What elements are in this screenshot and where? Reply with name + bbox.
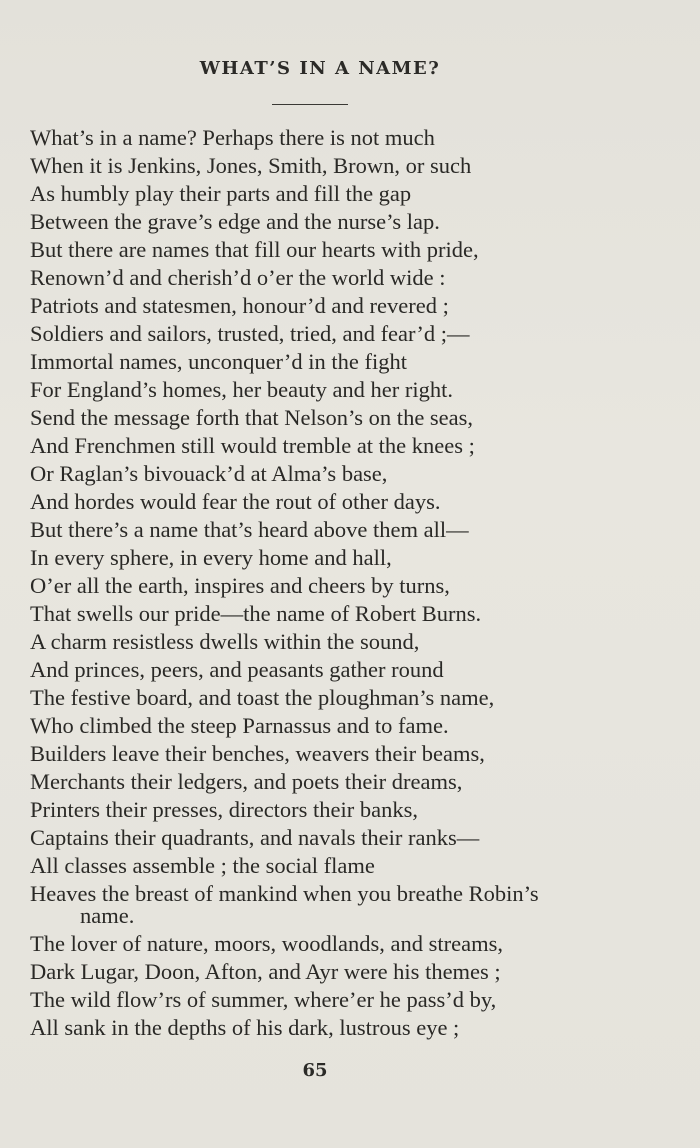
poem-line-27: All classes assemble ; the social flame	[30, 853, 375, 878]
poem-line-30: Dark Lugar, Doon, Afton, and Ayr were his themes ;	[30, 959, 501, 984]
poem-line-9: Immortal names, unconquer’d in the fight	[30, 349, 407, 374]
poem-line-29: The lover of nature, moors, woodlands, and streams,	[30, 931, 504, 956]
poem-line-10: For England’s homes, her beauty and her right.	[30, 377, 454, 402]
poem-title: WHAT’S IN A NAME?	[199, 58, 441, 79]
poem-line-13: Or Raglan’s bivouack’d at Alma’s base,	[30, 461, 388, 486]
poem-line-18: That swells our pride—the name of Robert Burns.	[30, 601, 482, 626]
poem-line-15: But there’s a name that’s heard above them all—	[30, 517, 469, 542]
poem-line-7: Patriots and statesmen, honour’d and revered ;	[30, 293, 449, 318]
poem-line-24: Merchants their ledgers, and poets their dreams,	[30, 769, 463, 794]
page-number: 65	[302, 1060, 328, 1081]
poem-line-17: O’er all the earth, inspires and cheers by turns,	[30, 573, 450, 598]
poem-line-28: Heaves the breast of mankind when you breathe Robin’s	[30, 881, 539, 906]
poem-line-23: Builders leave their benches, weavers their beams,	[30, 741, 485, 766]
poem-line-22: Who climbed the steep Parnassus and to fame.	[30, 713, 449, 738]
poem-line-5: But there are names that fill our hearts with pride,	[30, 237, 479, 262]
poem-line-32: All sank in the depths of his dark, lustrous eye ;	[30, 1015, 460, 1040]
poem-line-4: Between the grave’s edge and the nurse’s lap.	[30, 209, 440, 234]
poem-line-28-continued: name.	[80, 903, 135, 928]
poem-line-8: Soldiers and sailors, trusted, tried, and fear’d ;—	[30, 321, 470, 346]
poem-line-1: What’s in a name? Perhaps there is not much	[30, 125, 435, 150]
poem-line-11: Send the message forth that Nelson’s on the seas,	[30, 405, 474, 430]
poem-line-20: And princes, peers, and peasants gather round	[30, 657, 444, 682]
poem-line-16: In every sphere, in every home and hall,	[30, 545, 392, 570]
poem-line-25: Printers their presses, directors their banks,	[30, 797, 419, 822]
title-rule	[272, 104, 348, 105]
poem-body	[30, 124, 680, 1042]
poem-line-14: And hordes would fear the rout of other days.	[30, 489, 441, 514]
poem-line-31: The wild flow’rs of summer, where’er he pass’d by,	[30, 987, 497, 1012]
poem-line-2: When it is Jenkins, Jones, Smith, Brown, or such	[30, 153, 472, 178]
poem-line-12: And Frenchmen still would tremble at the knees ;	[30, 433, 475, 458]
poem-line-6: Renown’d and cherish’d o’er the world wide :	[30, 265, 446, 290]
poem-line-26: Captains their quadrants, and navals their ranks—	[30, 825, 480, 850]
poem-line-3: As humbly play their parts and fill the gap	[30, 181, 412, 206]
poem-line-19: A charm resistless dwells within the sound,	[30, 629, 420, 654]
poem-line-21: The festive board, and toast the ploughman’s name,	[30, 685, 495, 710]
